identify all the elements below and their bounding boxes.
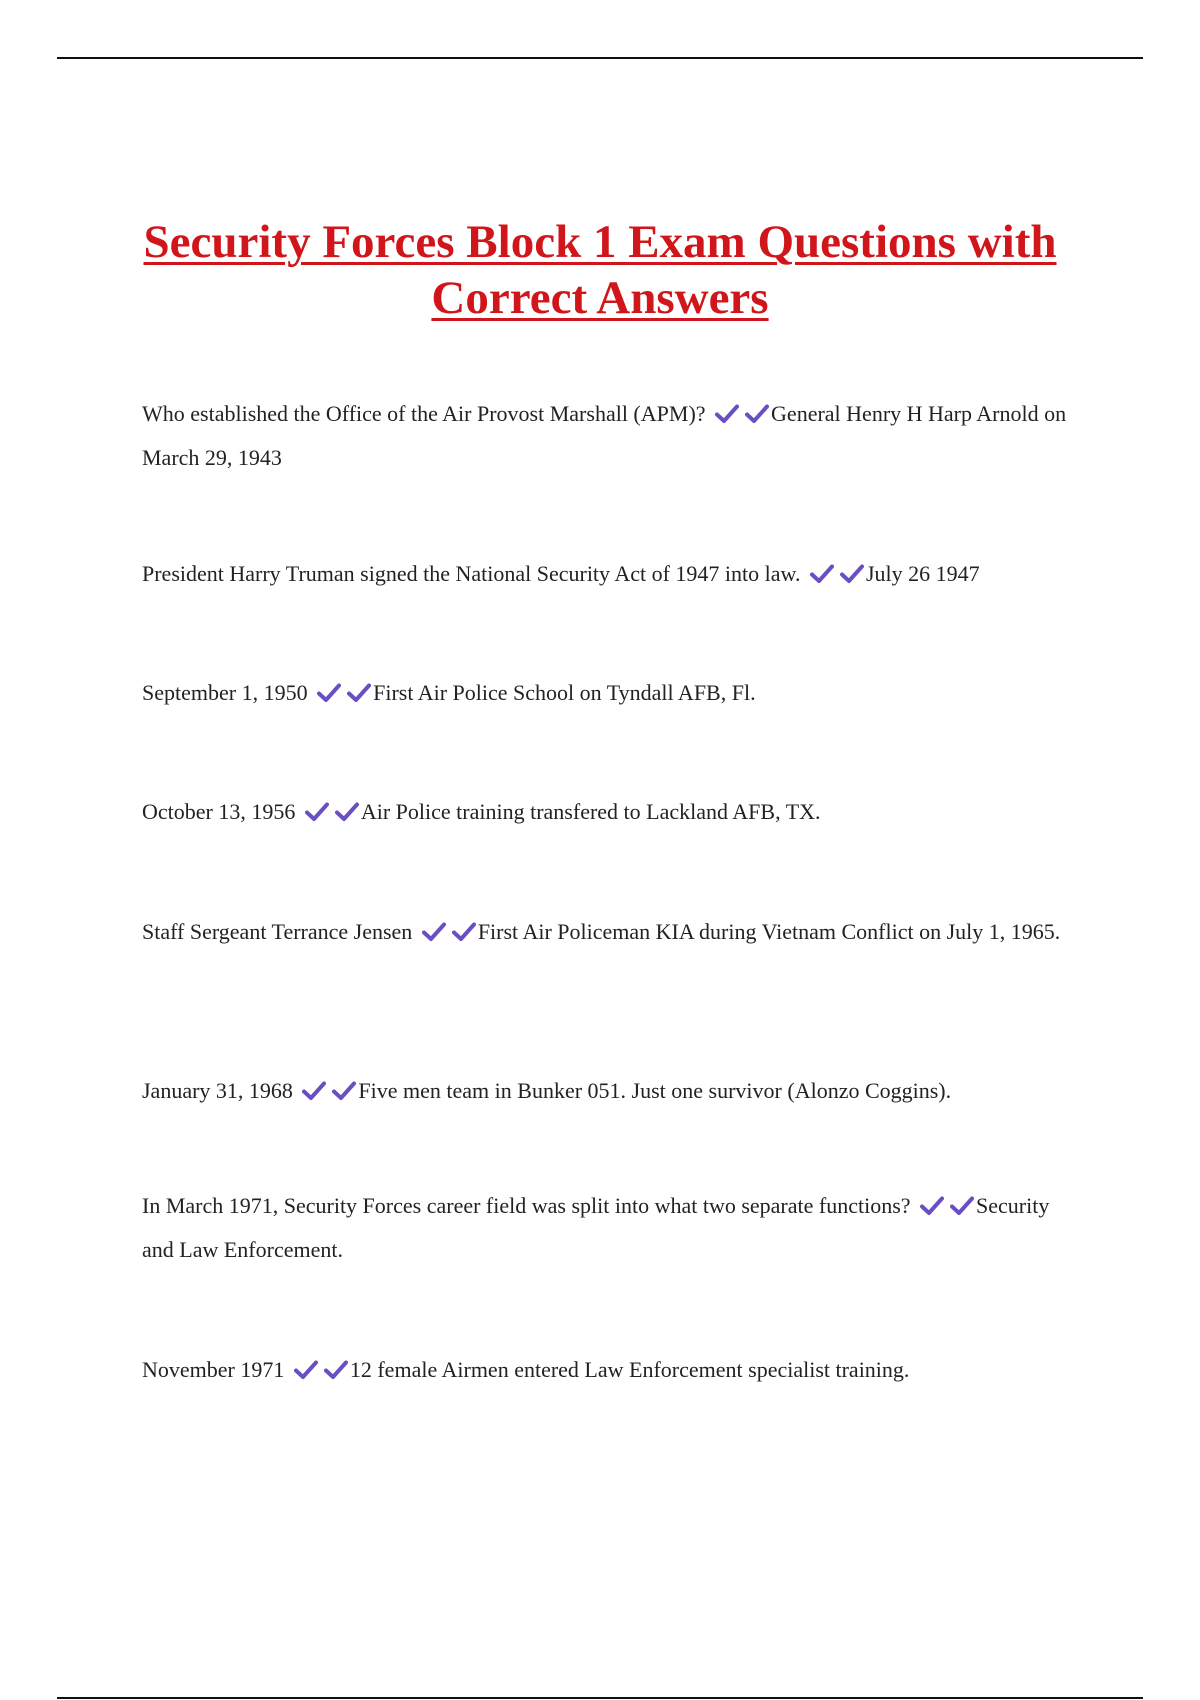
qa-item-3 [142,671,1072,715]
answer-text: 12 female Airmen entered Law Enforcement specialist training. [349,1357,910,1382]
qa-item-4 [142,790,1072,834]
check-icon [324,1360,348,1380]
qa-item-8 [142,1348,1072,1392]
answer-text: Five men team in Bunker 051. Just one survivor (Alonzo Coggins). [358,1078,952,1103]
question-text: President Harry Truman signed the National Security Act of 1947 into law. [142,561,801,586]
question-text: September 1, 1950 [142,680,308,705]
check-icon [745,404,769,424]
check-icon [347,683,371,703]
answer-text: First Air Police School on Tyndall AFB, Fl. [373,680,756,705]
check-icon [950,1196,974,1216]
question-text: October 13, 1956 [142,799,296,824]
answer-text: General Henry H Harp Arnold on March 29, 1943 [142,401,1067,470]
check-icon [302,1081,326,1101]
document-title-line-1: Security Forces Block 1 Exam Questions with [143,216,1057,268]
question-text: Who established the Office of the Air Provost Marshall (APM)? [142,401,706,426]
check-icon [452,922,476,942]
question-text: November 1971 [142,1357,285,1382]
qa-item-6 [142,1069,1072,1113]
check-icon [332,1081,356,1101]
footer-rule [57,1697,1143,1699]
document-title-line-2: Correct Answers [431,272,769,324]
qa-item-2 [142,552,1072,596]
question-text: January 31, 1968 [142,1078,293,1103]
answer-text: Air Police training transfered to Lackland AFB, TX. [360,799,821,824]
question-text: Staff Sergeant Terrance Jensen [142,919,413,944]
answer-text: First Air Policeman KIA during Vietnam Conflict on July 1, 1965. [477,919,1061,944]
check-icon [317,683,341,703]
check-icon [294,1360,318,1380]
answer-text: Security and Law Enforcement. [142,1193,1050,1262]
question-text: In March 1971, Security Forces career field was split into what two separate functions? [142,1193,911,1218]
answer-text: July 26 1947 [865,561,980,586]
qa-item-1 [142,392,1072,480]
check-icon [422,922,446,942]
check-icon [840,564,864,584]
document-title [120,214,1080,326]
check-icon [335,802,359,822]
header-rule [57,57,1143,59]
qa-item-7 [142,1184,1072,1272]
check-icon [920,1196,944,1216]
qa-item-5 [142,910,1072,954]
check-icon [810,564,834,584]
check-icon [715,404,739,424]
check-icon [305,802,329,822]
